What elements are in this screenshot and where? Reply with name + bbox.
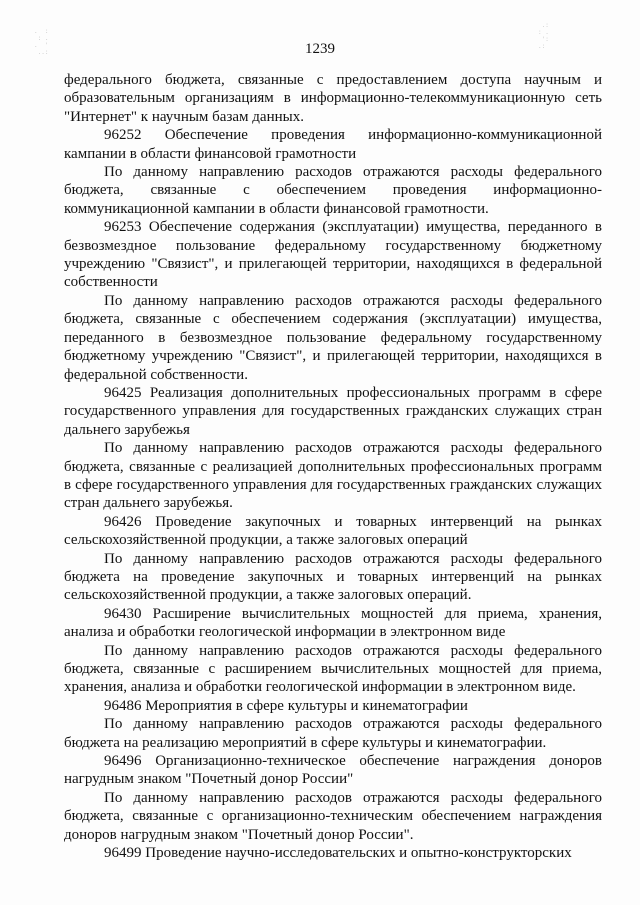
scan-noise-right: .: : . ': .:	[538, 22, 549, 50]
scan-noise-left: . : : . . ' ..:	[34, 28, 49, 56]
paragraph-96252: По данному направлению расходов отражаются расходы федерального бюджета, связанные с обеспечением проведения информационно-коммуникационной кампании в области финансовой грамотности.	[64, 164, 602, 217]
section-heading-96253: 96253 Обеспечение содержания (эксплуатации) имущества, переданного в безвозмездное пользование федеральному государственному бюджетному учреждению "Связист", и прилегающей территории, находящихся в федеральной собственности	[64, 219, 602, 291]
section-heading-96496: 96496 Организационно-техническое обеспечение награждения доноров нагрудным знаком "Почетный донор России"	[64, 753, 602, 788]
section-heading-96430: 96430 Расширение вычислительных мощностей для приема, хранения, анализа и обработки геологической информации в электронном виде	[64, 605, 602, 641]
paragraph-96426: По данному направлению расходов отражаются расходы федерального бюджета на проведение закупочных и товарных интервенций на рынках сельскохозяйственной продукции, а также залоговых операций.	[64, 550, 602, 604]
section-heading-96252: 96252 Обеспечение проведения информационно-коммуникационной кампании в области финансовой грамотности	[64, 127, 602, 162]
section-heading-96426: 96426 Проведение закупочных и товарных интервенций на рынках сельскохозяйственной продукции, а также залоговых операций	[64, 513, 602, 549]
section-heading-96499: 96499 Проведение научно-исследовательских и опытно-конструкторских	[104, 845, 572, 862]
paragraph-96253: По данному направлению расходов отражаются расходы федерального бюджета, связанные с обеспечением содержания (эксплуатации) имущества, переданного в безвозмездное пользование федеральному государственному бюджетному учреждению "Связист", и прилегающей территории, находящихся в федеральной собственности.	[64, 292, 602, 383]
paragraph-continuation: федерального бюджета, связанные с предоставлением доступа научным и образовательным организациям в информационно-телекоммуникационную сеть "Интернет" к научным базам данных.	[64, 72, 602, 125]
document-body	[64, 71, 602, 862]
section-heading-96486: 96486 Мероприятия в сфере культуры и кинематографии	[104, 697, 468, 714]
page-number: 1239	[305, 41, 335, 57]
paragraph-96425: По данному направлению расходов отражаются расходы федерального бюджета, связанные с реализацией дополнительных профессиональных программ в сфере государственного управления для государственных гражданских служащих стран дальнего зарубежья.	[64, 440, 602, 512]
paragraph-96430: По данному направлению расходов отражаются расходы федерального бюджета, связанные с расширением вычислительных мощностей для приема, хранения, анализа и обработки геологической информации в электронном виде.	[64, 642, 602, 696]
section-heading-96425: 96425 Реализация дополнительных профессиональных программ в сфере государственного управления для государственных гражданских служащих стран дальнего зарубежья	[64, 384, 602, 438]
paragraph-96486: По данному направлению расходов отражаются расходы федерального бюджета на реализацию мероприятий в сфере культуры и кинематографии.	[64, 716, 602, 751]
paragraph-96496: По данному направлению расходов отражаются расходы федерального бюджета, связанные с организационно-техническим обеспечением награждения доноров нагрудным знаком "Почетный донор России".	[64, 789, 602, 843]
